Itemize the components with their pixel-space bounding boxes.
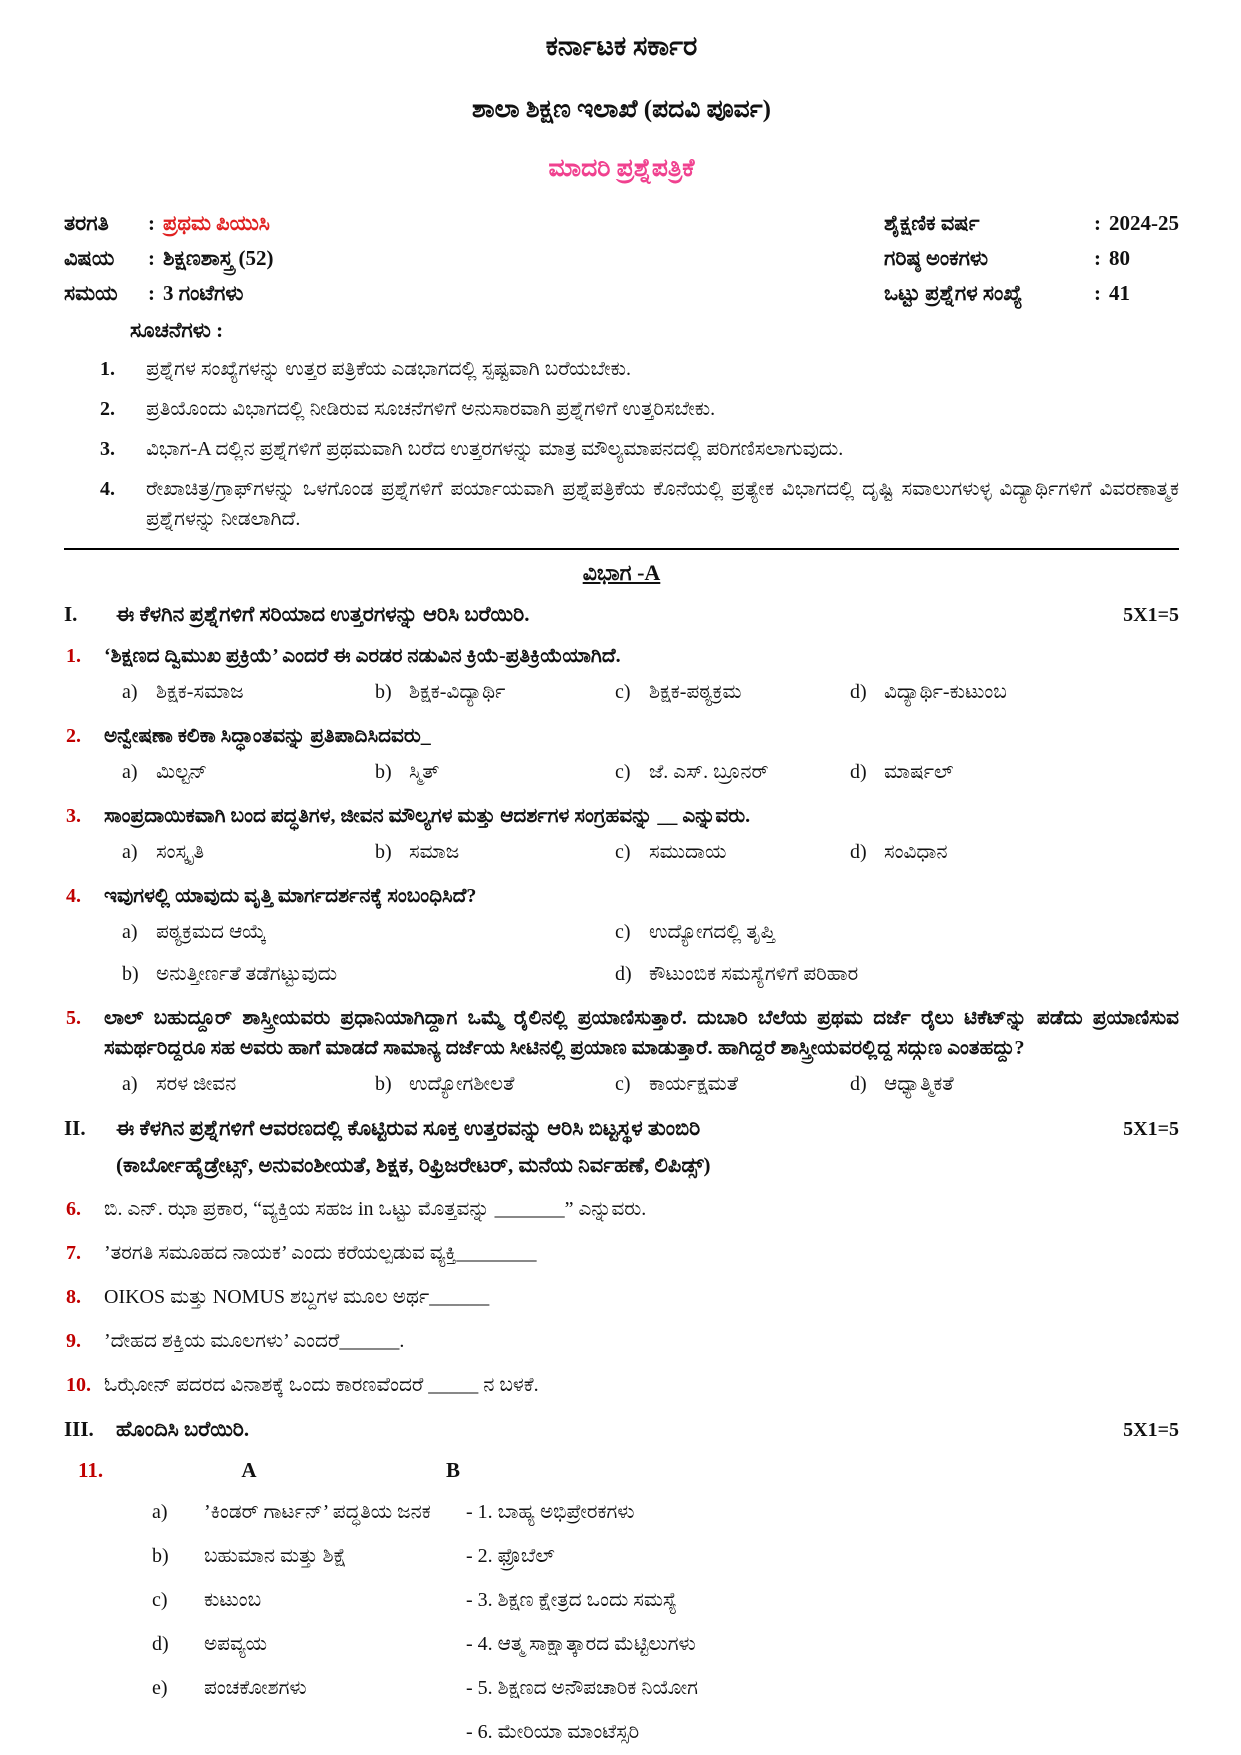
question-number: 9. xyxy=(66,1329,81,1352)
option-letter: c) xyxy=(615,1072,631,1095)
option-text: ಮಿಲ್ಟನ್ xyxy=(156,760,208,783)
subject-label: ವಿಷಯ xyxy=(64,245,115,270)
question-text: ‘ಶಿಕ್ಷಣದ ದ್ವಿಮುಖ ಪ್ರಕ್ರಿಯೆ’ ಎಂದರೆ ಈ ಎರಡರ ನಡುವಿನ ಕ್ರಿಯೆ-ಪ್ರತಿಕ್ರಿಯೆಯಾಗಿದೆ. xyxy=(104,644,621,667)
option-text: ಸಮಾಜ xyxy=(409,840,460,863)
question-number: 2. xyxy=(66,724,81,747)
option-text: ಉದ್ಯೋಗದಲ್ಲಿ ತೃಪ್ತಿ xyxy=(649,920,776,943)
question-1 xyxy=(64,641,1179,671)
part2-heading: ಈ ಕೆಳಗಿನ ಪ್ರಶ್ನೆಗಳಿಗೆ ಆವರಣದಲ್ಲಿ ಕೊಟ್ಟಿರುವ ಸೂಕ್ತ ಉತ್ತರವನ್ನು ಆರಿಸಿ ಬಿಟ್ಟಸ್ಥಳ ತುಂಬಿರಿ xyxy=(116,1115,701,1140)
match-letter: c) xyxy=(152,1588,168,1611)
government-title: ಕರ್ನಾಟಕ ಸರ್ಕಾರ xyxy=(545,31,698,61)
instruction-item xyxy=(100,474,1179,534)
question-number: 3. xyxy=(66,804,81,827)
option-c xyxy=(615,837,850,867)
question-text: OIKOS ಮತ್ತು NOMUS ಶಬ್ದಗಳ ಮೂಲ ಅರ್ಥ______ xyxy=(104,1285,490,1308)
option-letter: c) xyxy=(615,760,631,783)
question-10 xyxy=(64,1370,1179,1400)
meta-total-questions-row xyxy=(884,276,1179,311)
question-2-options xyxy=(64,757,1179,787)
column-b-header: B xyxy=(446,1458,461,1482)
match-letter xyxy=(64,1717,204,1747)
option-text: ಪಠ್ಯಕ್ರಮದ ಆಯ್ಕೆ xyxy=(156,920,267,943)
question-number: 8. xyxy=(66,1285,81,1308)
question-2 xyxy=(64,721,1179,751)
match-row-e xyxy=(64,1673,1179,1703)
match-a-item: ಪಂಚಕೋಶಗಳು xyxy=(204,1676,307,1699)
class-label: ತರಗತಿ xyxy=(64,210,109,235)
match-a-item: ’ಕಿಂಡರ್ ಗಾರ್ಟನ್’ ಪದ್ಧತಿಯ ಜನಕ xyxy=(204,1500,431,1523)
option-text: ಕಾರ್ಯಕ್ಷಮತೆ xyxy=(649,1072,739,1095)
section-divider xyxy=(64,548,1179,550)
total-questions-value: 41 xyxy=(1109,280,1130,305)
option-letter: b) xyxy=(375,760,392,783)
match-row-a xyxy=(64,1497,1179,1527)
option-letter: d) xyxy=(850,760,867,783)
instruction-item xyxy=(100,434,1179,464)
match-row-extra xyxy=(64,1717,1179,1747)
option-d xyxy=(850,677,1179,707)
match-b-item: - 1. ಬಾಹ್ಯ ಅಭಿಪ್ರೇರಕಗಳು xyxy=(466,1500,635,1523)
option-letter: c) xyxy=(615,920,631,943)
option-text: ಶಿಕ್ಷಕ-ವಿದ್ಯಾರ್ಥಿ xyxy=(409,680,506,703)
question-text: ಓಝೋನ್ ಪದರದ ವಿನಾಶಕ್ಕೆ ಒಂದು ಕಾರಣವೆಂದರೆ _____ ನ ಬಳಕೆ. xyxy=(104,1373,539,1396)
class-value: ಪ್ರಥಮ ಪಿಯುಸಿ xyxy=(163,210,270,235)
option-text: ಅನುತ್ತೀರ್ಣತೆ ತಡೆಗಟ್ಟುವುದು xyxy=(156,962,338,985)
option-text: ಜೆ. ಎಸ್. ಬ್ರೂನರ್ xyxy=(649,760,769,783)
question-text: ಬಿ. ಎನ್. ಝಾ ಪ್ರಕಾರ, “ವ್ಯಕ್ತಿಯ ಸಹಜ in ಒಟ್ಟು ಮೊತ್ತವನ್ನು _______” ಎನ್ನುವರು. xyxy=(104,1197,647,1220)
meta-time-row xyxy=(64,276,274,311)
option-letter: a) xyxy=(122,760,138,783)
question-text: ’ತರಗತಿ ಸಮೂಹದ ನಾಯಕ’ ಎಂದು ಕರೆಯಲ್ಪಡುವ ವ್ಯಕ್ತಿ________ xyxy=(104,1241,537,1264)
question-3 xyxy=(64,801,1179,831)
colon: : xyxy=(148,280,155,305)
option-d xyxy=(615,959,1179,989)
max-marks-value: 80 xyxy=(1109,245,1130,270)
option-letter: d) xyxy=(850,1072,867,1095)
option-c xyxy=(615,677,850,707)
question-number: 1. xyxy=(66,644,81,667)
option-c xyxy=(615,1069,850,1099)
question-4 xyxy=(64,881,1179,911)
match-letter: e) xyxy=(152,1676,168,1699)
option-letter: b) xyxy=(122,962,139,985)
colon: : xyxy=(1094,280,1101,305)
question-number: 4. xyxy=(66,884,81,907)
time-value: 3 ಗಂಟೆಗಳು xyxy=(163,280,244,305)
subject-value: ಶಿಕ್ಷಣಶಾಸ್ತ್ರ (52) xyxy=(163,245,274,270)
part2-roman-numeral: II. xyxy=(64,1115,86,1140)
match-a-item: ಕುಟುಂಬ xyxy=(204,1588,262,1611)
match-b-item: - 5. ಶಿಕ್ಷಣದ ಅನೌಪಚಾರಿಕ ನಿಯೋಗ xyxy=(466,1676,698,1699)
instruction-item xyxy=(100,394,1179,424)
option-b xyxy=(375,837,615,867)
meta-right-column xyxy=(884,206,1179,311)
match-b-item: - 4. ಆತ್ಮ ಸಾಕ್ಷಾತ್ಕಾರದ ಮೆಟ್ಟಿಲುಗಳು xyxy=(466,1632,696,1655)
meta-year-row xyxy=(884,206,1179,241)
option-text: ಕೌಟುಂಬಿಕ ಸಮಸ್ಯೆಗಳಿಗೆ ಪರಿಹಾರ xyxy=(649,962,859,985)
question-number: 7. xyxy=(66,1241,81,1264)
option-text: ವಿದ್ಯಾರ್ಥಿ-ಕುಟುಂಬ xyxy=(884,680,1007,703)
instruction-number: 1. xyxy=(100,358,115,380)
instructions-heading: ಸೂಚನೆಗಳು : xyxy=(130,317,224,342)
match-letter: d) xyxy=(152,1632,169,1655)
colon: : xyxy=(148,245,155,270)
option-letter: a) xyxy=(122,840,138,863)
option-letter: d) xyxy=(850,840,867,863)
colon: : xyxy=(148,210,155,235)
question-1-options xyxy=(64,677,1179,707)
question-text: ಇವುಗಳಲ್ಲಿ ಯಾವುದು ವೃತ್ತಿ ಮಾರ್ಗದರ್ಶನಕ್ಕೆ ಸಂಬಂಧಿಸಿದೆ? xyxy=(104,884,477,907)
academic-year-label: ಶೈಕ್ಷಣಿಕ ವರ್ಷ xyxy=(884,210,980,235)
max-marks-label: ಗರಿಷ್ಠ ಅಂಕಗಳು xyxy=(884,245,989,270)
question-7 xyxy=(64,1238,1179,1268)
part3-marks: 5X1=5 xyxy=(1123,1418,1179,1441)
match-letter: a) xyxy=(152,1500,168,1523)
question-number: 6. xyxy=(66,1197,81,1220)
question-number: 5. xyxy=(66,1006,81,1029)
question-text: ’ದೇಹದ ಶಕ್ತಿಯ ಮೂಲಗಳು’ ಎಂದರೆ______. xyxy=(104,1329,405,1352)
instruction-text: ಪ್ರತಿಯೊಂದು ವಿಭಾಗದಲ್ಲಿ ನೀಡಿರುವ ಸೂಚನೆಗಳಿಗೆ ಅನುಸಾರವಾಗಿ ಪ್ರಶ್ನೆಗಳಿಗೆ ಉತ್ತರಿಸಬೇಕು. xyxy=(146,398,716,420)
option-b xyxy=(122,959,615,989)
question-3-options xyxy=(64,837,1179,867)
match-letter: b) xyxy=(152,1544,169,1567)
question-6 xyxy=(64,1194,1179,1224)
option-letter: d) xyxy=(615,962,632,985)
match-a-item xyxy=(204,1717,466,1747)
option-text: ಸಮುದಾಯ xyxy=(649,840,727,863)
match-row-d xyxy=(64,1629,1179,1659)
option-letter: a) xyxy=(122,1072,138,1095)
instruction-text: ರೇಖಾಚಿತ್ರ/ಗ್ರಾಫ್‌ಗಳನ್ನು ಒಳಗೊಂಡ ಪ್ರಶ್ನೆಗಳಿಗೆ ಪರ್ಯಾಯವಾಗಿ ಪ್ರಶ್ನೆಪತ್ರಿಕೆಯ ಕೊನೆಯಲ್ಲಿ ಪ್ರತ್ಯೇಕ ವಿಭಾಗದಲ್ಲಿ ದೃಷ್ಟಿ ಸವಾಲುಗಳುಳ್ಳ ವಿದ್ಯಾರ್ಥಿಗಳಿಗೆ ವಿವರಣಾತ್ಮಕ ಪ್ರಶ್ನೆಗಳನ್ನು ನೀಡಲಾಗಿದೆ. xyxy=(146,478,1179,530)
option-text: ಶಿಕ್ಷಕ-ಸಮಾಜ xyxy=(156,680,244,703)
option-b xyxy=(375,1069,615,1099)
question-5 xyxy=(64,1003,1179,1063)
match-a-item: ಬಹುಮಾನ ಮತ್ತು ಶಿಕ್ಷೆ xyxy=(204,1544,347,1567)
option-letter: a) xyxy=(122,920,138,943)
part3-heading: ಹೊಂದಿಸಿ ಬರೆಯಿರಿ. xyxy=(116,1416,250,1441)
option-letter: b) xyxy=(375,840,392,863)
instruction-text: ಪ್ರಶ್ನೆಗಳ ಸಂಖ್ಯೆಗಳನ್ನು ಉತ್ತರ ಪತ್ರಿಕೆಯ ಎಡಭಾಗದಲ್ಲಿ ಸ್ಪಷ್ಟವಾಗಿ ಬರೆಯಬೇಕು. xyxy=(146,358,632,380)
option-a xyxy=(122,1069,375,1099)
instruction-number: 4. xyxy=(100,478,115,500)
part3-heading-row xyxy=(64,1414,1179,1446)
option-text: ಸಂವಿಧಾನ xyxy=(884,840,948,863)
meta-class-row xyxy=(64,206,274,241)
instruction-item xyxy=(100,354,1179,384)
match-row-c xyxy=(64,1585,1179,1615)
department-title: ಶಾಲಾ ಶಿಕ್ಷಣ ಇಲಾಖೆ (ಪದವಿ ಪೂರ್ವ) xyxy=(472,95,771,123)
option-text: ಶಿಕ್ಷಕ-ಪಠ್ಯಕ್ರಮ xyxy=(649,680,742,703)
section-a-title: ವಿಭಾಗ -A xyxy=(582,560,661,585)
part1-heading: ಈ ಕೆಳಗಿನ ಪ್ರಶ್ನೆಗಳಿಗೆ ಸರಿಯಾದ ಉತ್ತರಗಳನ್ನು ಆರಿಸಿ ಬರೆಯಿರಿ. xyxy=(116,602,530,626)
option-letter: b) xyxy=(375,1072,392,1095)
question-text: ಅನ್ವೇಷಣಾ ಕಲಿಕಾ ಸಿದ್ಧಾಂತವನ್ನು ಪ್ರತಿಪಾದಿಸಿದವರು_ xyxy=(104,724,431,747)
match-a-item: ಅಪವ್ಯಯ xyxy=(204,1632,268,1655)
question-text: ಲಾಲ್ ಬಹುದ್ದೂರ್ ಶಾಸ್ತ್ರೀಯವರು ಪ್ರಧಾನಿಯಾಗಿದ್ದಾಗ ಒಮ್ಮೆ ರೈಲಿನಲ್ಲಿ ಪ್ರಯಾಣಿಸುತ್ತಾರೆ. ದುಬಾರಿ ಬೆಲೆಯ ಪ್ರಥಮ ದರ್ಜೆ ರೈಲು ಟಿಕೆಟ್‌ನ್ನು ಪಡೆದು ಪ್ರಯಾಣಿಸುವ ಸಮರ್ಥರಿದ್ದರೂ ಸಹ ಅವರು ಹಾಗೆ ಮಾಡದೆ ಸಾಮಾನ್ಯ ದರ್ಜೆಯ ಸೀಟಿನಲ್ಲಿ ಪ್ರಯಾಣ ಮಾಡುತ್ತಾರೆ. ಹಾಗಿದ್ದರೆ ಶಾಸ್ತ್ರೀಯವರಲ್ಲಿದ್ದ ಸದ್ಗುಣ ಎಂತಹದ್ದು? xyxy=(104,1006,1179,1059)
match-b-item: - 6. ಮೇರಿಯಾ ಮಾಂಟೆಸ್ಸರಿ xyxy=(466,1720,640,1743)
option-text: ಸ್ಮಿತ್ xyxy=(409,760,440,783)
part2-heading-row xyxy=(64,1113,1179,1145)
match-b-item: - 2. ಫ್ರೊಬೆಲ್ xyxy=(466,1544,555,1567)
part1-roman-numeral: I. xyxy=(64,602,78,626)
option-a xyxy=(122,917,615,947)
meta-left-column xyxy=(64,206,274,311)
option-letter: b) xyxy=(375,680,392,703)
option-b xyxy=(375,757,615,787)
question-11-header xyxy=(64,1455,1179,1487)
option-text: ಮಾರ್ಷಲ್ xyxy=(884,760,954,783)
option-c xyxy=(615,917,1179,947)
question-8 xyxy=(64,1282,1179,1312)
instructions-list xyxy=(64,354,1179,534)
paper-title: ಮಾದರಿ ಪ್ರಶ್ನೆಪತ್ರಿಕೆ xyxy=(548,155,695,182)
question-9 xyxy=(64,1326,1179,1356)
option-text: ಉದ್ಯೋಗಶೀಲತೆ xyxy=(409,1072,515,1095)
option-a xyxy=(122,757,375,787)
meta-max-marks-row xyxy=(884,241,1179,276)
part3-roman-numeral: III. xyxy=(64,1416,94,1441)
column-a-header: A xyxy=(241,1458,257,1482)
part2-word-bank: (ಕಾರ್ಬೋಹೈಡ್ರೇಟ್ಸ್, ಅನುವಂಶೀಯತೆ, ಶಿಕ್ಷಕ, ರಿಫ್ರಿಜರೇಟರ್, ಮನೆಯ ನಿರ್ವಹಣೆ, ಲಿಪಿಡ್ಸ್) xyxy=(116,1153,711,1177)
option-letter: a) xyxy=(122,680,138,703)
time-label: ಸಮಯ xyxy=(64,280,118,305)
option-c xyxy=(615,757,850,787)
colon: : xyxy=(1094,245,1101,270)
option-letter: c) xyxy=(615,840,631,863)
question-5-options xyxy=(64,1069,1179,1099)
option-b xyxy=(375,677,615,707)
option-letter: c) xyxy=(615,680,631,703)
question-4-options xyxy=(64,917,1179,989)
match-row-b xyxy=(64,1541,1179,1571)
question-number: 11. xyxy=(78,1458,104,1482)
option-a xyxy=(122,837,375,867)
option-text: ಸರಳ ಜೀವನ xyxy=(156,1072,237,1095)
instruction-number: 2. xyxy=(100,398,115,420)
option-a xyxy=(122,677,375,707)
instruction-text: ವಿಭಾಗ-A ದಲ್ಲಿನ ಪ್ರಶ್ನೆಗಳಿಗೆ ಪ್ರಥಮವಾಗಿ ಬರೆದ ಉತ್ತರಗಳನ್ನು ಮಾತ್ರ ಮೌಲ್ಯಮಾಪನದಲ್ಲಿ ಪರಿಗಣಿಸಲಾಗುವುದು. xyxy=(146,438,844,460)
option-d xyxy=(850,837,1179,867)
option-d xyxy=(850,757,1179,787)
meta-subject-row xyxy=(64,241,274,276)
academic-year-value: 2024-25 xyxy=(1109,210,1179,235)
match-b-item: - 3. ಶಿಕ್ಷಣ ಕ್ಷೇತ್ರದ ಒಂದು ಸಮಸ್ಯೆ xyxy=(466,1588,678,1611)
option-text: ಆಧ್ಯಾತ್ಮಿಕತೆ xyxy=(884,1072,954,1095)
question-number: 10. xyxy=(66,1373,91,1396)
meta-block xyxy=(64,206,1179,311)
option-letter: d) xyxy=(850,680,867,703)
instruction-number: 3. xyxy=(100,438,115,460)
total-questions-label: ಒಟ್ಟು ಪ್ರಶ್ನೆಗಳ ಸಂಖ್ಯೆ xyxy=(884,280,1023,305)
option-text: ಸಂಸ್ಕೃತಿ xyxy=(156,840,205,863)
part2-marks: 5X1=5 xyxy=(1123,1117,1179,1140)
colon: : xyxy=(1094,210,1101,235)
part1-marks: 5X1=5 xyxy=(1123,604,1179,626)
option-d xyxy=(850,1069,1179,1099)
part1-heading-row xyxy=(64,599,1179,631)
question-text: ಸಾಂಪ್ರದಾಯಿಕವಾಗಿ ಬಂದ ಪದ್ಧತಿಗಳ, ಜೀವನ ಮೌಲ್ಯಗಳ ಮತ್ತು ಆದರ್ಶಗಳ ಸಂಗ್ರಹವನ್ನು __ ಎನ್ನುವರು. xyxy=(104,804,751,827)
